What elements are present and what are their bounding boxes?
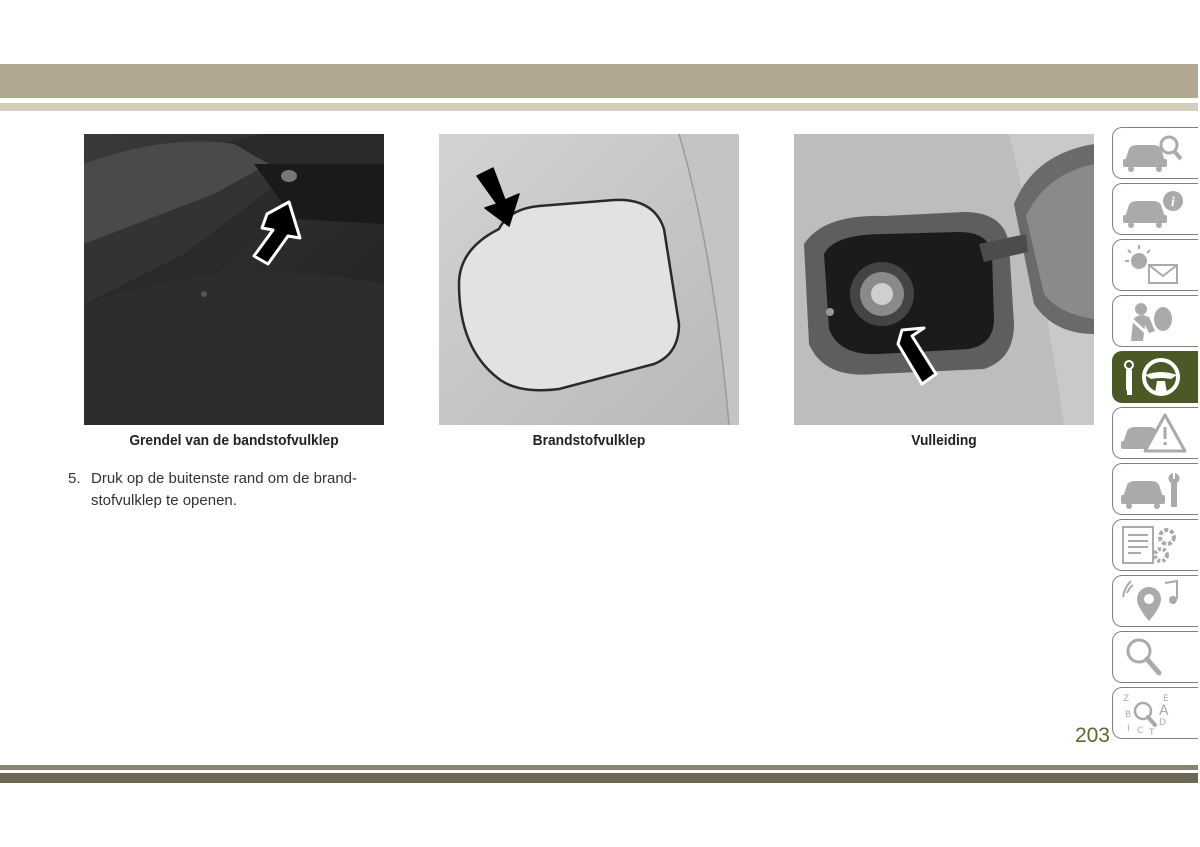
tab-technical-specifications[interactable]	[1112, 519, 1198, 571]
car-info-icon	[1119, 187, 1191, 231]
svg-text:A: A	[1159, 703, 1169, 719]
svg-text:D: D	[1159, 718, 1166, 728]
airbag-safety-icon	[1119, 299, 1191, 343]
svg-text:B: B	[1125, 710, 1132, 720]
footer-band	[0, 773, 1198, 783]
tab-alphabetical-index[interactable]	[1112, 687, 1198, 739]
page-number: 203	[1074, 724, 1110, 747]
alphabet-index-icon	[1119, 691, 1191, 735]
svg-text:Z: Z	[1123, 694, 1130, 704]
filler-neck-photo-caption: Vulleiding	[911, 432, 977, 449]
fuel-door-latch-photo	[84, 134, 384, 425]
key-steering-wheel-icon	[1119, 355, 1191, 399]
header-rule	[0, 103, 1198, 111]
car-search-icon	[1119, 131, 1191, 175]
tab-car-search[interactable]	[1112, 127, 1198, 179]
tab-starting-operating[interactable]	[1112, 351, 1198, 403]
step-text-line-2: stofvulklep te openen.	[91, 492, 237, 509]
footer-rule	[0, 765, 1198, 770]
car-warning-triangle-icon	[1119, 411, 1191, 455]
tab-servicing-maintenance[interactable]	[1112, 463, 1198, 515]
tab-car-info[interactable]	[1112, 183, 1198, 235]
svg-text:C: C	[1137, 726, 1144, 735]
tab-warning-lights-messages[interactable]	[1112, 239, 1198, 291]
tab-multimedia[interactable]	[1112, 575, 1198, 627]
fuel-door-photo	[439, 134, 739, 425]
filler-neck-photo	[794, 134, 1094, 425]
header-band	[0, 64, 1198, 98]
magnifier-index-icon	[1119, 635, 1191, 679]
svg-text:T: T	[1149, 728, 1155, 735]
tab-index-search[interactable]	[1112, 631, 1198, 683]
tab-safety[interactable]	[1112, 295, 1198, 347]
specifications-gear-icon	[1119, 523, 1191, 567]
instruction-step	[68, 468, 408, 512]
car-wrench-icon	[1119, 467, 1191, 511]
svg-text:i: i	[1171, 195, 1175, 210]
svg-text:I: I	[1127, 724, 1130, 734]
step-text-line-1: Druk op de buitenste rand om de brand-	[91, 470, 357, 487]
warning-light-message-icon	[1119, 243, 1191, 287]
step-number: 5.	[68, 470, 81, 487]
latch-photo-caption: Grendel van de bandstofvulklep	[129, 432, 339, 449]
multimedia-navigation-icon	[1119, 579, 1191, 623]
fuel-door-photo-caption: Brandstofvulklep	[532, 432, 646, 449]
svg-text:E: E	[1163, 694, 1169, 704]
tab-in-case-of-emergency[interactable]	[1112, 407, 1198, 459]
